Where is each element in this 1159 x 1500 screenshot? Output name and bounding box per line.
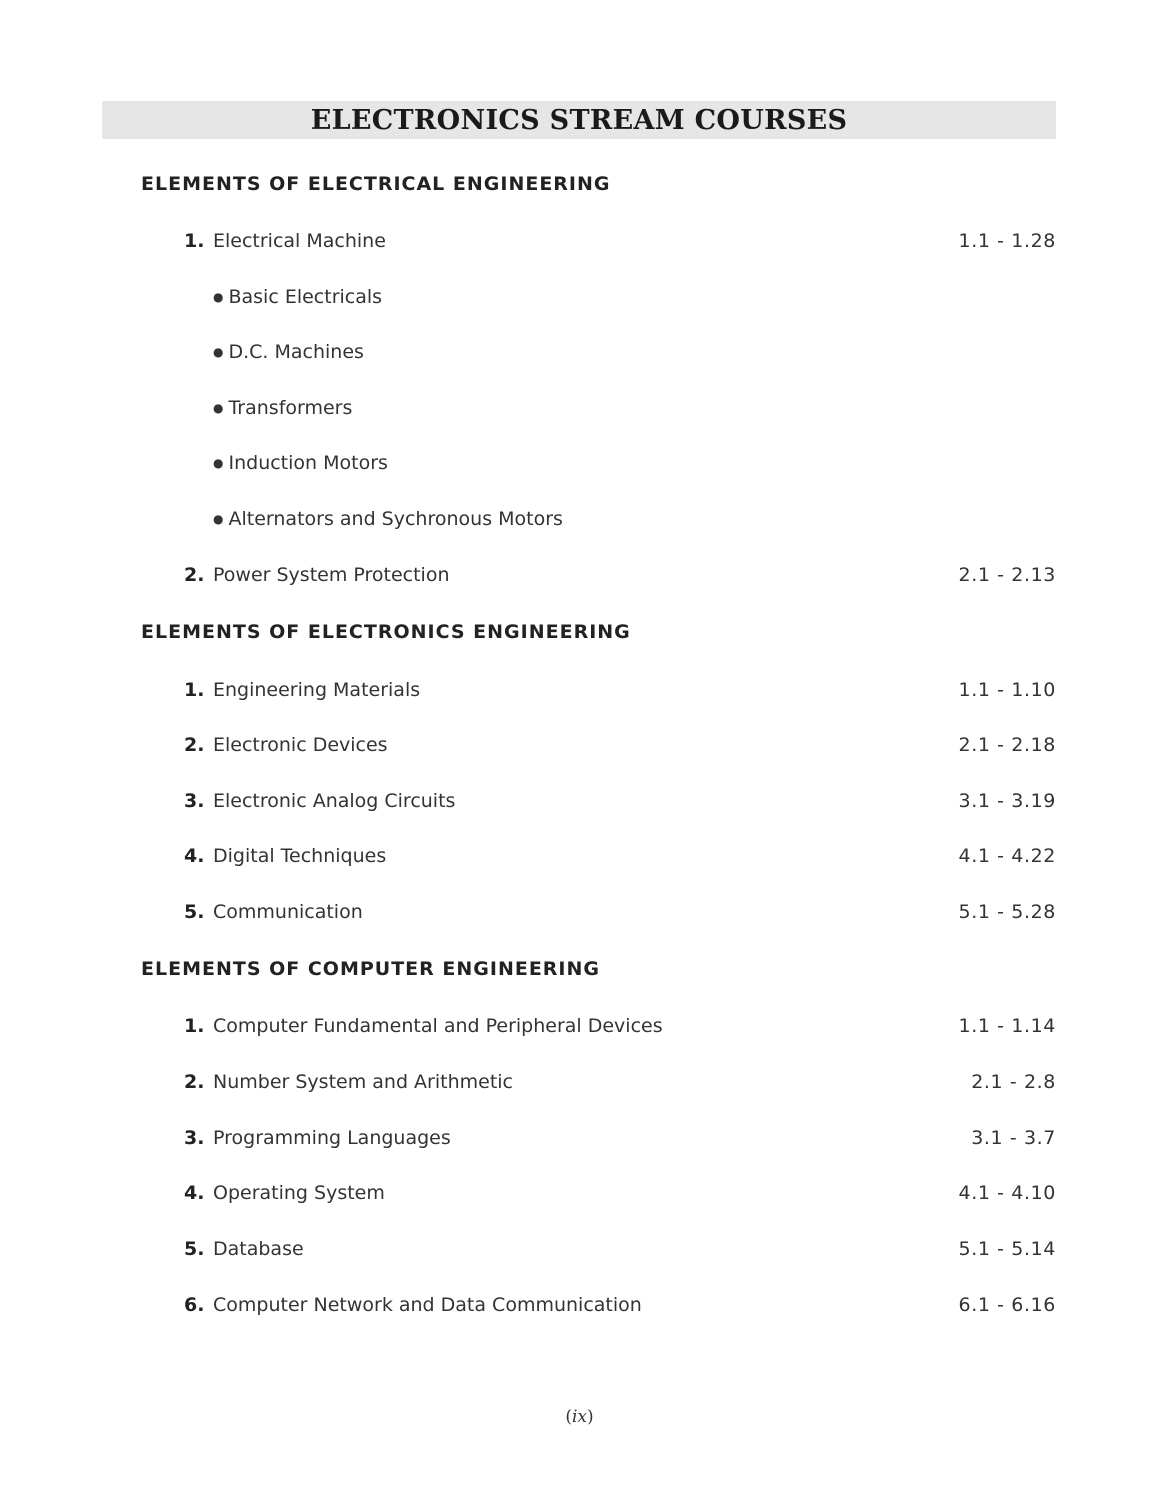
item-label: Communication <box>213 901 363 923</box>
toc-row <box>184 901 1056 927</box>
item-label: Engineering Materials <box>213 679 421 701</box>
toc-row <box>184 679 1056 705</box>
toc-row <box>184 1182 1056 1208</box>
item-pages: 4.1 - 4.10 <box>958 1182 1056 1204</box>
toc-row <box>184 564 1056 590</box>
sub-item <box>213 452 388 474</box>
title-bar <box>102 101 1056 139</box>
toc-row <box>184 1127 1056 1153</box>
item-label: Power System Protection <box>213 564 450 586</box>
item-label: Computer Network and Data Communication <box>213 1294 642 1316</box>
item-label: Programming Languages <box>213 1127 451 1149</box>
section-heading-electronics: ELEMENTS OF ELECTRONICS ENGINEERING <box>141 621 631 643</box>
bullet-icon: ● <box>213 345 224 359</box>
folio-close: ) <box>587 1407 594 1427</box>
item-pages: 3.1 - 3.7 <box>971 1127 1056 1149</box>
page-folio <box>0 1407 1159 1427</box>
item-pages: 2.1 - 2.18 <box>958 734 1056 756</box>
item-number: 5. <box>184 1238 205 1260</box>
item-label: Computer Fundamental and Peripheral Devices <box>213 1015 663 1037</box>
item-label: Electronic Devices <box>213 734 388 756</box>
item-number: 3. <box>184 1127 205 1149</box>
item-pages: 5.1 - 5.28 <box>958 901 1056 923</box>
folio-open: ( <box>565 1407 572 1427</box>
toc-row <box>184 734 1056 760</box>
bullet-icon: ● <box>213 290 224 304</box>
toc-row <box>184 230 1056 256</box>
item-number: 2. <box>184 1071 205 1093</box>
item-number: 1. <box>184 1015 205 1037</box>
sub-item <box>213 286 382 308</box>
sub-item-label: D.C. Machines <box>228 341 364 363</box>
item-number: 3. <box>184 790 205 812</box>
item-pages: 6.1 - 6.16 <box>958 1294 1056 1316</box>
item-pages: 1.1 - 1.28 <box>958 230 1056 252</box>
item-number: 5. <box>184 901 205 923</box>
item-number: 6. <box>184 1294 205 1316</box>
sub-item <box>213 341 364 363</box>
item-pages: 3.1 - 3.19 <box>958 790 1056 812</box>
bullet-icon: ● <box>213 512 224 526</box>
sub-item-label: Basic Electricals <box>228 286 383 308</box>
item-pages: 5.1 - 5.14 <box>958 1238 1056 1260</box>
toc-row <box>184 1015 1056 1041</box>
toc-row <box>184 790 1056 816</box>
item-label: Operating System <box>213 1182 385 1204</box>
sub-item-label: Alternators and Sychronous Motors <box>228 508 563 530</box>
item-number: 2. <box>184 564 205 586</box>
sub-item-label: Transformers <box>228 397 353 419</box>
item-label: Number System and Arithmetic <box>213 1071 513 1093</box>
item-number: 1. <box>184 230 205 252</box>
item-number: 4. <box>184 845 205 867</box>
item-label: Database <box>213 1238 304 1260</box>
section-heading-computer: ELEMENTS OF COMPUTER ENGINEERING <box>141 958 600 980</box>
sub-item-label: Induction Motors <box>228 452 388 474</box>
item-label: Electronic Analog Circuits <box>213 790 456 812</box>
toc-row <box>184 845 1056 871</box>
item-pages: 2.1 - 2.13 <box>958 564 1056 586</box>
sub-item <box>213 508 563 530</box>
item-label: Digital Techniques <box>213 845 387 867</box>
sub-item <box>213 397 352 419</box>
item-label: Electrical Machine <box>213 230 386 252</box>
folio-number: ix <box>571 1407 588 1427</box>
item-number: 4. <box>184 1182 205 1204</box>
toc-row <box>184 1294 1056 1320</box>
page-title: ELECTRONICS STREAM COURSES <box>310 104 848 136</box>
item-pages: 4.1 - 4.22 <box>958 845 1056 867</box>
item-pages: 1.1 - 1.14 <box>958 1015 1056 1037</box>
bullet-icon: ● <box>213 456 224 470</box>
item-number: 1. <box>184 679 205 701</box>
item-pages: 1.1 - 1.10 <box>958 679 1056 701</box>
toc-row <box>184 1238 1056 1264</box>
item-pages: 2.1 - 2.8 <box>971 1071 1056 1093</box>
section-heading-electrical: ELEMENTS OF ELECTRICAL ENGINEERING <box>141 173 611 195</box>
bullet-icon: ● <box>213 401 224 415</box>
item-number: 2. <box>184 734 205 756</box>
toc-row <box>184 1071 1056 1097</box>
